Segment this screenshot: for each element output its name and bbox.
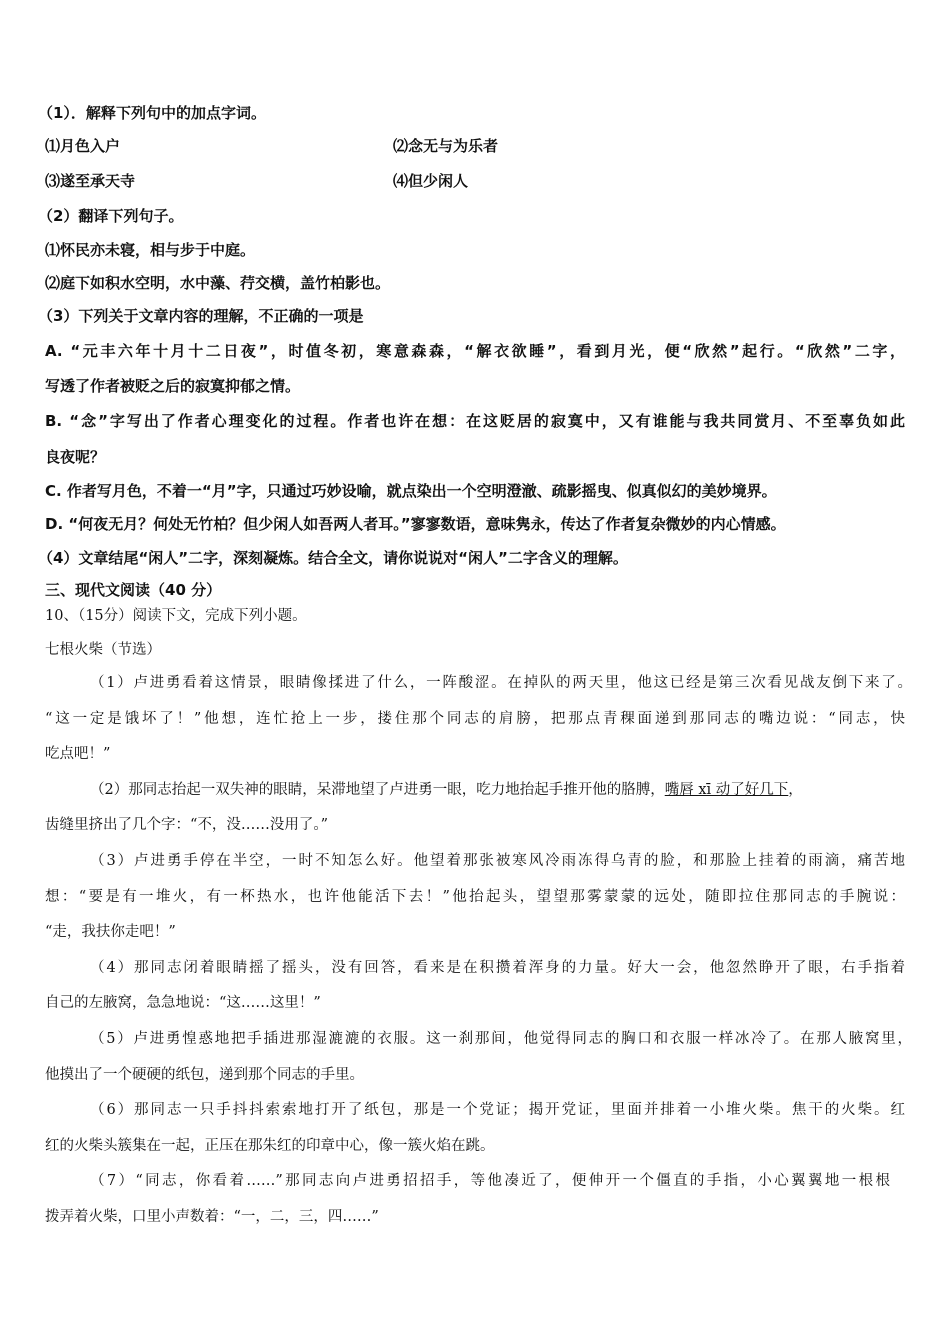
q3-option-d: D. “何夜无月？何处无竹柏？但少闲人如吾两人者耳。”寥寥数语，意味隽永，传达了作者复杂微妙的内心情感。 [45, 515, 786, 533]
q1-item-3: ⑶遂至承天寺 [45, 172, 136, 190]
q4-title: （4）文章结尾“闲人”二字，深刻凝炼。结合全文，请你说说对“闲人”二字含义的理解。 [38, 549, 628, 567]
q3-option-b-line2: 良夜呢？ [45, 448, 106, 466]
q2-item-1: ⑴怀民亦未寝，相与步于中庭。 [45, 241, 256, 259]
paragraph-1-line-3: 吃点吧！” [45, 746, 111, 762]
q3-option-c: C. 作者写月色，不着一“月”字，只通过巧妙设喻，就点染出一个空明澄澈、疏影摇曳、似真似幻的美妙境界。 [45, 482, 777, 500]
q1-item-4: ⑷但少闲人 [393, 172, 469, 190]
paragraph-6-line-1: （6）那同志一只手抖抖索索地打开了纸包，那是一个党证；揭开党证，里面并排着一小堆火柴。焦干的火柴。红 [90, 1102, 905, 1118]
paragraph-2-text: （2）那同志抬起一双失神的眼睛，呆滞地望了卢进勇一眼，吃力地抬起手推开他的胳膊， [90, 782, 665, 798]
article-title: 七根火柴（节选） [45, 642, 161, 658]
paragraph-4-line-2: 自己的左腋窝，急急地说：“这……这里！” [45, 995, 321, 1011]
paragraph-2-comma: ， [788, 782, 803, 798]
q3-option-b-line1: B. “念”字写出了作者心理变化的过程。作者也许在想：在这贬居的寂寞中，又有谁能与我共同赏月、不至辜负如此 [45, 412, 905, 430]
paragraph-1-line-1: （1）卢进勇看着这情景，眼睛像揉进了什么，一阵酸涩。在掉队的两天里，他这已经是第三次看见战友倒下来了。 [90, 675, 912, 691]
paragraph-5-line-2: 他摸出了一个硬硬的纸包，递到那个同志的手里。 [45, 1067, 364, 1083]
paragraph-5-line-1: （5）卢进勇惶惑地把手插进那湿漉漉的衣服。这一刹那间，他觉得同志的胸口和衣服一样冰冷了。在那人腋窝里， [90, 1031, 912, 1047]
underlined-phrase: 嘴唇 xī 动了好几下 [664, 782, 789, 798]
paragraph-6-line-2: 红的火柴头簇集在一起，正压在那朱红的印章中心，像一簇火焰在跳。 [45, 1138, 495, 1154]
section-heading: 三、现代文阅读（40 分） [45, 581, 222, 599]
q1-title: （1）．解释下列句中的加点字词。 [38, 104, 266, 122]
q3-title: （3）下列关于文章内容的理解，不正确的一项是 [38, 307, 364, 325]
paragraph-3-line-2: 想：“要是有一堆火，有一杯热水，也许他能活下去！”他抬起头，望望那雾蒙蒙的远处，随即拉住那同志的手腕说： [45, 889, 905, 905]
q1-item-1: ⑴月色入户 [45, 137, 121, 155]
q2-title: （2）翻译下列句子。 [38, 207, 184, 225]
q3-option-a-line2: 写透了作者被贬之后的寂寞抑郁之情。 [45, 377, 301, 395]
paragraph-7-line-2: 拨弄着火柴，口里小声数着：“一，二，三，四……” [45, 1209, 379, 1225]
q3-option-a-line1: A. “元丰六年十月十二日夜”，时值冬初，寒意森森，“解衣欲睡”，看到月光，便“欣然”起行。“欣然”二字， [45, 342, 905, 360]
paragraph-4-line-1: （4）那同志闭着眼睛摇了摇头，没有回答，看来是在积攒着浑身的力量。好大一会，他忽然睁开了眼，右手指着 [90, 960, 905, 976]
paragraph-2-line-2: 齿缝里挤出了几个字：“不，没……没用了。” [45, 817, 329, 833]
q2-item-2: ⑵庭下如积水空明，水中藻、荇交横，盖竹柏影也。 [45, 274, 391, 292]
paragraph-2-line-1 [90, 780, 803, 800]
paragraph-3-line-1: （3）卢进勇手停在半空，一时不知怎么好。他望着那张被寒风冷雨冻得乌青的脸，和那脸上挂着的雨滴，痛苦地 [90, 853, 905, 869]
paragraph-1-line-2: “这一定是饿坏了！”他想，连忙抢上一步，搂住那个同志的肩膀，把那点青稞面递到那同志的嘴边说：“同志，快 [45, 711, 905, 727]
paragraph-3-line-3: “走，我扶你走吧！” [45, 924, 176, 940]
paragraph-7-line-1: （7）“同志，你看着……”那同志向卢进勇招招手，等他凑近了，便伸开一个僵直的手指，小心翼翼地一根根 [90, 1173, 890, 1189]
q10-instruction: 10、（15分）阅读下文，完成下列小题。 [45, 608, 307, 624]
q1-item-2: ⑵念无与为乐者 [393, 137, 499, 155]
